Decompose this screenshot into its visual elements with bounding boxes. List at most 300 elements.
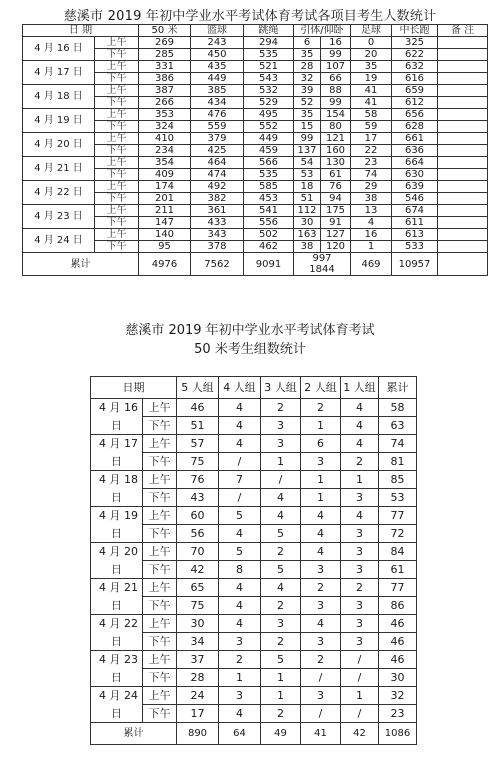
value-50m-cell: 147 [139, 217, 191, 229]
total-row [91, 723, 417, 745]
value-pullup-cell: 6 [294, 37, 321, 49]
date-cell: 4 月 16 [91, 399, 143, 417]
table-row [23, 157, 488, 169]
table-row [91, 543, 417, 561]
group-value-cell: 3 [219, 687, 261, 705]
group-value-cell: 1 [219, 669, 261, 687]
table-row [23, 61, 488, 73]
date-cell: 4 月 23 [91, 651, 143, 669]
date-cell: 4 月 21 日 [23, 157, 95, 181]
table-row [91, 615, 417, 633]
value-rope-cell: 529 [244, 97, 294, 109]
group-value-cell: 24 [177, 687, 219, 705]
group-value-cell: 1 [341, 687, 379, 705]
value-situp-cell: 107 [321, 61, 351, 73]
value-football-cell: 19 [351, 73, 392, 85]
group-value-cell: 74 [379, 435, 417, 453]
group-value-cell: 5 [261, 561, 301, 579]
total-basketball: 7562 [191, 253, 244, 276]
value-run-cell: 632 [392, 61, 438, 73]
time-slot-cell: 上午 [95, 109, 139, 121]
group-value-cell: 2 [301, 399, 341, 417]
time-slot-cell: 下午 [95, 73, 139, 85]
value-basketball-cell: 379 [191, 133, 244, 145]
value-rope-cell: 521 [244, 61, 294, 73]
value-rope-cell: 566 [244, 157, 294, 169]
value-pullup-cell: 30 [294, 217, 321, 229]
table1-title: 慈溪市 2019 年初中学业水平考试体育考试各项目考生人数统计 [63, 9, 437, 24]
date-cell: 日 [91, 489, 143, 507]
value-situp-cell: 94 [321, 193, 351, 205]
value-situp-cell: 160 [321, 145, 351, 157]
value-run-cell: 533 [392, 241, 438, 253]
group-value-cell: 1 [301, 417, 341, 435]
time-slot-cell: 上午 [95, 229, 139, 241]
date-cell: 4 月 19 日 [23, 109, 95, 133]
group-value-cell: 30 [379, 669, 417, 687]
value-pullup-cell: 53 [294, 169, 321, 181]
remarks-cell [438, 97, 488, 109]
time-slot-cell: 下午 [143, 489, 177, 507]
value-run-cell: 661 [392, 133, 438, 145]
value-situp-cell: 76 [321, 181, 351, 193]
date-cell: 4 月 19 [91, 507, 143, 525]
group-value-cell: 3 [341, 633, 379, 651]
header-pullup: 引体/仰卧 [294, 25, 351, 37]
table-row [91, 471, 417, 489]
header-4-group: 4 人组 [219, 377, 261, 399]
value-basketball-cell: 474 [191, 169, 244, 181]
group-value-cell: 3 [341, 543, 379, 561]
value-situp-cell: 80 [321, 121, 351, 133]
remarks-cell [438, 121, 488, 133]
group-value-cell: 5 [219, 543, 261, 561]
value-run-cell: 656 [392, 109, 438, 121]
group-value-cell: / [341, 705, 379, 723]
date-cell: 4 月 22 [91, 615, 143, 633]
value-basketball-cell: 450 [191, 49, 244, 61]
value-run-cell: 622 [392, 49, 438, 61]
value-pullup-cell: 35 [294, 49, 321, 61]
table2-title-line1: 慈溪市 2019 年初中学业水平考试体育考试 [125, 323, 375, 338]
value-pullup-cell: 137 [294, 145, 321, 157]
value-football-cell: 16 [351, 229, 392, 241]
group-value-cell: / [341, 669, 379, 687]
time-slot-cell: 上午 [95, 37, 139, 49]
group-value-cell: 3 [341, 615, 379, 633]
group-value-cell: 4 [219, 705, 261, 723]
value-basketball-cell: 476 [191, 109, 244, 121]
group-value-cell: 42 [177, 561, 219, 579]
total-value-cell: 41 [301, 723, 341, 745]
value-situp-cell: 120 [321, 241, 351, 253]
group-value-cell: 4 [301, 525, 341, 543]
value-rope-cell: 556 [244, 217, 294, 229]
group-value-cell: 3 [341, 525, 379, 543]
group-count-table [90, 376, 417, 745]
value-50m-cell: 234 [139, 145, 191, 157]
total-run: 10957 [392, 253, 438, 276]
header-3-group: 3 人组 [261, 377, 301, 399]
group-value-cell: 4 [219, 579, 261, 597]
value-run-cell: 613 [392, 229, 438, 241]
group-value-cell: 63 [379, 417, 417, 435]
header-football: 足球 [351, 25, 392, 37]
table2-title [0, 321, 500, 359]
group-value-cell: 65 [177, 579, 219, 597]
remarks-cell [438, 49, 488, 61]
value-basketball-cell: 382 [191, 193, 244, 205]
value-rope-cell: 294 [244, 37, 294, 49]
date-cell: 4 月 17 日 [23, 61, 95, 85]
value-rope-cell: 535 [244, 49, 294, 61]
group-value-cell: 4 [341, 399, 379, 417]
table-row [23, 229, 488, 241]
value-football-cell: 59 [351, 121, 392, 133]
value-pullup-cell: 39 [294, 85, 321, 97]
header-total: 累计 [379, 377, 417, 399]
group-value-cell: 30 [177, 615, 219, 633]
group-value-cell: 53 [379, 489, 417, 507]
time-slot-cell: 上午 [95, 61, 139, 73]
value-football-cell: 38 [351, 193, 392, 205]
group-value-cell: 3 [219, 633, 261, 651]
value-basketball-cell: 361 [191, 205, 244, 217]
value-rope-cell: 532 [244, 85, 294, 97]
value-run-cell: 611 [392, 217, 438, 229]
value-basketball-cell: 385 [191, 85, 244, 97]
time-slot-cell: 上午 [143, 399, 177, 417]
value-run-cell: 659 [392, 85, 438, 97]
value-run-cell: 612 [392, 97, 438, 109]
date-cell: 日 [91, 561, 143, 579]
value-football-cell: 58 [351, 109, 392, 121]
group-value-cell: 4 [219, 525, 261, 543]
value-pullup-cell: 99 [294, 133, 321, 145]
remarks-cell [438, 229, 488, 241]
group-value-cell: / [341, 651, 379, 669]
value-50m-cell: 409 [139, 169, 191, 181]
date-cell: 日 [91, 633, 143, 651]
total-pullup-value: 997 [312, 253, 332, 264]
group-value-cell: 2 [261, 597, 301, 615]
time-slot-cell: 上午 [95, 181, 139, 193]
value-run-cell: 639 [392, 181, 438, 193]
remarks-cell [438, 169, 488, 181]
time-slot-cell: 下午 [143, 453, 177, 471]
time-slot-cell: 下午 [143, 705, 177, 723]
value-situp-cell: 121 [321, 133, 351, 145]
date-cell: 4 月 18 [91, 471, 143, 489]
exam-count-table [22, 24, 488, 276]
time-slot-cell: 上午 [143, 435, 177, 453]
value-run-cell: 616 [392, 73, 438, 85]
time-slot-cell: 上午 [95, 205, 139, 217]
value-basketball-cell: 378 [191, 241, 244, 253]
header-2-group: 2 人组 [301, 377, 341, 399]
header-date: 日期 [91, 377, 177, 399]
value-50m-cell: 269 [139, 37, 191, 49]
group-value-cell: 3 [301, 453, 341, 471]
group-value-cell: 4 [261, 489, 301, 507]
value-basketball-cell: 434 [191, 97, 244, 109]
value-situp-cell: 175 [321, 205, 351, 217]
table-row [23, 205, 488, 217]
group-value-cell: 3 [341, 561, 379, 579]
total-value-cell: 890 [177, 723, 219, 745]
time-slot-cell: 下午 [95, 97, 139, 109]
table-row [23, 133, 488, 145]
table-row [91, 525, 417, 543]
group-value-cell: 4 [341, 507, 379, 525]
group-value-cell: 1 [261, 453, 301, 471]
group-value-cell: 57 [177, 435, 219, 453]
group-value-cell: 46 [177, 399, 219, 417]
value-football-cell: 41 [351, 97, 392, 109]
group-value-cell: 3 [341, 597, 379, 615]
value-rope-cell: 535 [244, 169, 294, 181]
group-value-cell: 17 [177, 705, 219, 723]
value-50m-cell: 354 [139, 157, 191, 169]
remarks-cell [438, 193, 488, 205]
value-situp-cell: 130 [321, 157, 351, 169]
total-label: 累计 [23, 253, 139, 276]
value-situp-cell: 127 [321, 229, 351, 241]
table-row [91, 597, 417, 615]
group-value-cell: 4 [341, 435, 379, 453]
total-value-cell: 1086 [379, 723, 417, 745]
value-situp-cell: 66 [321, 73, 351, 85]
group-value-cell: 7 [219, 471, 261, 489]
header-basketball: 篮球 [191, 25, 244, 37]
table-row [91, 399, 417, 417]
value-pullup-cell: 32 [294, 73, 321, 85]
group-value-cell: 77 [379, 579, 417, 597]
group-value-cell: 3 [261, 417, 301, 435]
header-remarks: 备 注 [438, 25, 488, 37]
remarks-cell [438, 85, 488, 97]
value-football-cell: 41 [351, 85, 392, 97]
value-basketball-cell: 464 [191, 157, 244, 169]
table-row [91, 687, 417, 705]
value-basketball-cell: 492 [191, 181, 244, 193]
value-50m-cell: 201 [139, 193, 191, 205]
table-row [91, 489, 417, 507]
group-value-cell: / [219, 453, 261, 471]
time-slot-cell: 下午 [95, 49, 139, 61]
time-slot-cell: 上午 [95, 157, 139, 169]
group-value-cell: 61 [379, 561, 417, 579]
value-50m-cell: 140 [139, 229, 191, 241]
value-run-cell: 636 [392, 145, 438, 157]
value-run-cell: 674 [392, 205, 438, 217]
value-pullup-cell: 52 [294, 97, 321, 109]
total-50m: 4976 [139, 253, 191, 276]
value-run-cell: 325 [392, 37, 438, 49]
time-slot-cell: 下午 [143, 561, 177, 579]
value-run-cell: 628 [392, 121, 438, 133]
value-pullup-cell: 54 [294, 157, 321, 169]
table1-header-row [23, 25, 488, 37]
group-value-cell: 34 [177, 633, 219, 651]
header-run: 中长跑 [392, 25, 438, 37]
time-slot-cell: 下午 [95, 121, 139, 133]
value-football-cell: 23 [351, 157, 392, 169]
date-cell: 日 [91, 669, 143, 687]
total-value-cell: 42 [341, 723, 379, 745]
value-50m-cell: 211 [139, 205, 191, 217]
group-value-cell: 4 [219, 399, 261, 417]
total-label: 累计 [91, 723, 177, 745]
value-situp-cell: 154 [321, 109, 351, 121]
group-value-cell: / [219, 489, 261, 507]
value-rope-cell: 459 [244, 145, 294, 157]
table-row [23, 37, 488, 49]
time-slot-cell: 上午 [143, 543, 177, 561]
value-football-cell: 20 [351, 49, 392, 61]
remarks-cell [438, 133, 488, 145]
value-run-cell: 546 [392, 193, 438, 205]
remarks-cell [438, 157, 488, 169]
value-pullup-cell: 112 [294, 205, 321, 217]
group-value-cell: 1 [301, 471, 341, 489]
value-basketball-cell: 559 [191, 121, 244, 133]
group-value-cell: 3 [341, 489, 379, 507]
value-run-cell: 630 [392, 169, 438, 181]
value-rope-cell: 541 [244, 205, 294, 217]
date-cell: 4 月 16 日 [23, 37, 95, 61]
total-pullup-situp [294, 253, 351, 276]
group-value-cell: 8 [219, 561, 261, 579]
time-slot-cell: 上午 [95, 85, 139, 97]
group-value-cell: 70 [177, 543, 219, 561]
table-row [91, 507, 417, 525]
header-50m: 50 米 [139, 25, 191, 37]
group-value-cell: 51 [177, 417, 219, 435]
group-value-cell: 28 [177, 669, 219, 687]
time-slot-cell: 上午 [143, 615, 177, 633]
value-rope-cell: 449 [244, 133, 294, 145]
group-value-cell: 4 [341, 417, 379, 435]
group-value-cell: 1 [261, 669, 301, 687]
total-football: 469 [351, 253, 392, 276]
value-football-cell: 29 [351, 181, 392, 193]
table-row [91, 669, 417, 687]
value-pullup-cell: 38 [294, 241, 321, 253]
value-football-cell: 74 [351, 169, 392, 181]
time-slot-cell: 下午 [143, 525, 177, 543]
table-row [91, 561, 417, 579]
time-slot-cell: 下午 [143, 669, 177, 687]
value-pullup-cell: 18 [294, 181, 321, 193]
value-50m-cell: 324 [139, 121, 191, 133]
group-value-cell: 56 [177, 525, 219, 543]
time-slot-cell: 上午 [143, 579, 177, 597]
value-rope-cell: 502 [244, 229, 294, 241]
remarks-cell [438, 205, 488, 217]
group-value-cell: 2 [301, 651, 341, 669]
group-value-cell: 72 [379, 525, 417, 543]
table-row [91, 453, 417, 471]
group-value-cell: 2 [261, 705, 301, 723]
table-row [23, 181, 488, 193]
value-rope-cell: 462 [244, 241, 294, 253]
total-remarks [438, 253, 488, 276]
group-value-cell: 85 [379, 471, 417, 489]
date-cell: 4 月 17 [91, 435, 143, 453]
time-slot-cell: 上午 [143, 507, 177, 525]
date-cell: 4 月 18 日 [23, 85, 95, 109]
value-football-cell: 13 [351, 205, 392, 217]
group-value-cell: 46 [379, 651, 417, 669]
value-rope-cell: 543 [244, 73, 294, 85]
date-cell: 4 月 20 [91, 543, 143, 561]
value-football-cell: 22 [351, 145, 392, 157]
remarks-cell [438, 61, 488, 73]
group-value-cell: 3 [301, 561, 341, 579]
value-situp-cell: 99 [321, 49, 351, 61]
group-value-cell: 76 [177, 471, 219, 489]
value-pullup-cell: 28 [294, 61, 321, 73]
value-50m-cell: 410 [139, 133, 191, 145]
value-50m-cell: 353 [139, 109, 191, 121]
group-value-cell: 84 [379, 543, 417, 561]
value-basketball-cell: 243 [191, 37, 244, 49]
group-value-cell: 1 [261, 687, 301, 705]
group-value-cell: 2 [261, 543, 301, 561]
value-50m-cell: 387 [139, 85, 191, 97]
value-football-cell: 4 [351, 217, 392, 229]
group-value-cell: 5 [261, 651, 301, 669]
value-rope-cell: 453 [244, 193, 294, 205]
group-value-cell: 3 [261, 615, 301, 633]
total-row [23, 253, 488, 276]
group-value-cell: 2 [261, 399, 301, 417]
group-value-cell: 1 [341, 471, 379, 489]
group-value-cell: 6 [301, 435, 341, 453]
value-rope-cell: 552 [244, 121, 294, 133]
value-50m-cell: 285 [139, 49, 191, 61]
time-slot-cell: 上午 [143, 651, 177, 669]
table2-title-line2: 50 米考生组数统计 [194, 342, 306, 357]
time-slot-cell: 上午 [143, 687, 177, 705]
group-value-cell: 5 [219, 507, 261, 525]
value-football-cell: 0 [351, 37, 392, 49]
value-football-cell: 1 [351, 241, 392, 253]
total-value-cell: 64 [219, 723, 261, 745]
date-cell: 日 [91, 453, 143, 471]
value-basketball-cell: 449 [191, 73, 244, 85]
table2-header-row [91, 377, 417, 399]
header-5-group: 5 人组 [177, 377, 219, 399]
value-50m-cell: 174 [139, 181, 191, 193]
group-value-cell: / [301, 669, 341, 687]
time-slot-cell: 下午 [95, 145, 139, 157]
group-value-cell: 4 [219, 597, 261, 615]
group-value-cell: / [301, 705, 341, 723]
group-value-cell: 23 [379, 705, 417, 723]
value-basketball-cell: 435 [191, 61, 244, 73]
value-run-cell: 664 [392, 157, 438, 169]
group-value-cell: 60 [177, 507, 219, 525]
table-row [91, 651, 417, 669]
value-pullup-cell: 35 [294, 109, 321, 121]
time-slot-cell: 下午 [95, 193, 139, 205]
table-row [91, 633, 417, 651]
time-slot-cell: 下午 [143, 633, 177, 651]
time-slot-cell: 下午 [143, 417, 177, 435]
remarks-cell [438, 181, 488, 193]
